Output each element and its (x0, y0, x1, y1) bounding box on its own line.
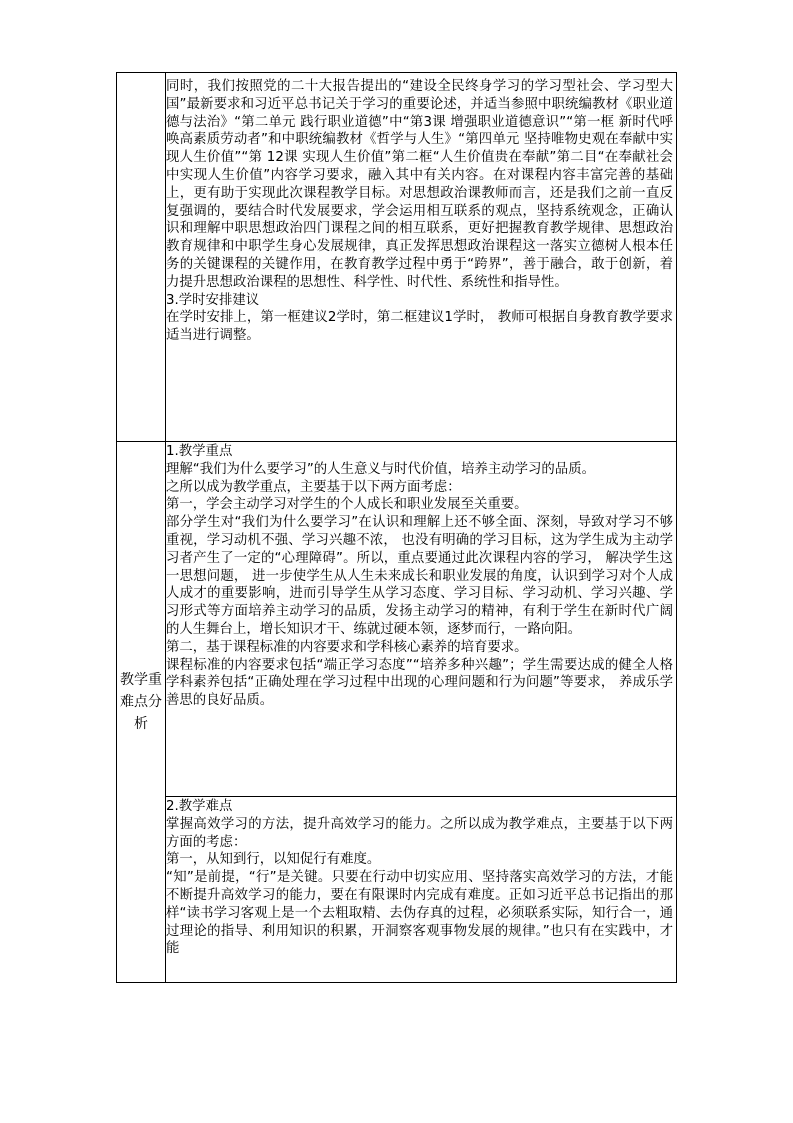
row3-paragraph: 2.教学难点 (166, 799, 233, 814)
row2-paragraph: 课程标准的内容要求包括“端正学习态度”“培养多种兴趣”；学生需要达成的健全人格学科素养包括“正确处理在学习过程中出现的心理问题和行为问题”等要求， 养成乐学善思的良好品质。 (166, 657, 673, 709)
row3-paragraph: 第一，从知到行，以知促行有难度。 (166, 852, 381, 868)
row3-content (166, 798, 673, 958)
row2-paragraph: 部分学生对“我们为什么要学习”在认识和理解上还不够全面、深刻，导致对学习不够重视，学习动机不强、学习兴趣不浓， 也没有明确的学习目标，这为学生成为主动学习者产生了一定的“心理障碍”。所以，重点要通过此次课程内容的学习， 解决学生这一思想问题， 进一步使学生从人生未来成长和职业发展的角度，认识到学习对个人成人成才的重要影响，进而引导学生从学习态度、学习目标、学习动机、学习兴趣、学习形式等方面培养主动学习的品质，发扬主动学习的精神，有利于学生在新时代广阔的人生舞台上，增长知识才干、练就过硬本领，逐梦而行，一路向阳。 (166, 515, 673, 637)
row2-paragraph: 之所以成为教学重点，主要基于以下两方面考虑： (166, 479, 461, 495)
lesson-plan-table (116, 72, 677, 983)
row2-paragraph: 理解“我们为什么要学习”的人生意义与时代价值，培养主动学习的品质。 (166, 461, 595, 477)
row3-paragraph: 掌握高效学习的方法，提升高效学习的能力。之所以成为教学难点，主要基于以下两方面的考虑： (166, 816, 673, 850)
row-divider-2 (165, 796, 676, 797)
row2-paragraph: 1.教学重点 (166, 444, 233, 459)
row-divider-1 (117, 441, 676, 442)
row2-label: 教学重难点分析 (120, 672, 162, 732)
row3-paragraph: “知”是前提，“行”是关键。只要在行动中切实应用、坚持落实高效学习的方法，才能不断提升高效学习的能力，要在有限课时内完成有难度。正如习近平总书记指出的那样“读书学习客观上是一个去粗取精、去伪存真的过程，必须联系实际，知行合一，通过理论的指导、利用知识的积累，开洞察客观事物发展的规律。”也只有在实践中，才能 (166, 870, 673, 957)
row2-paragraph: 第二，基于课程标准的内容要求和学科核心素养的培育要求。 (166, 639, 528, 655)
row2-content (166, 443, 673, 710)
row1-paragraph: 在学时安排上，第一框建议2学时，第二框建议1学时， 教师可根据自身教育教学要求适当进行调整。 (166, 310, 673, 344)
row1-content (166, 78, 673, 345)
row2-paragraph: 第一，学会主动学习对学生的个人成长和职业发展至关重要。 (166, 497, 528, 513)
row1-paragraph: 3.学时安排建议 (166, 292, 260, 308)
row1-paragraph: 同时，我们按照党的二十大报告提出的“建设全民终身学习的学习型社会、学习型大国”最新要求和习近平总书记关于学习的重要论述，并适当参照中职统编教材《职业道德与法治》“第二单元 践行职业道德”中“第3课 增强职业道德意识”“第一框 新时代呼唤高素质劳动者”和中职统编教材《哲学与人生》“第四单元 坚持唯物史观在奉献中实现人生价值”“第 12课 实现人生价值”第二框“人生价值贵在奉献”第二目“在奉献社会中实现人生价值”内容学习要求，融入其中有关内容。在对课程内容丰富完善的基础上，更有助于实现此次课程教学目标。对思想政治课教师而言，还是我们之前一直反复强调的，要结合时代发展要求，学会运用相互联系的观点，坚持系统观念，正确认识和理解中职思想政治四门课程之间的相互联系，更好把握教育教学规律、思想政治教育规律和中职学生身心发展规律，真正发挥思想政治课程这一落实立德树人根本任务的关键课程的关键作用，在教育教学过程中勇于“跨界”，善于融合，敢于创新，着力提升思想政治课程的思想性、科学性、时代性、系统性和指导性。 (166, 79, 673, 290)
